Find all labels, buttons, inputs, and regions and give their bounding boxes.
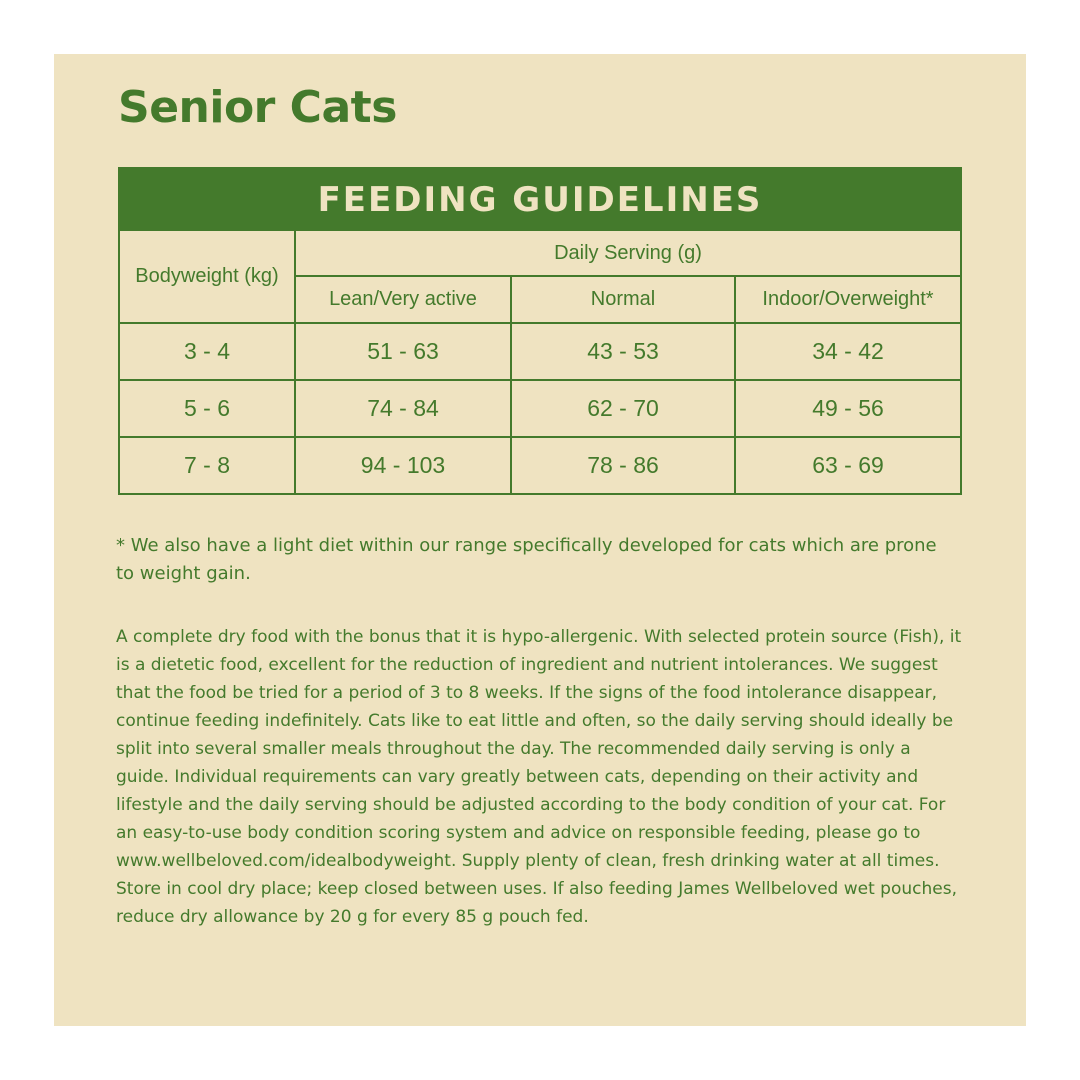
feeding-guidelines-table xyxy=(118,167,962,495)
daily-serving-header: Daily Serving (g) xyxy=(554,241,702,264)
product-description: A complete dry food with the bonus that it is hypo-allergenic. With selected protein source (Fish), it is a dietetic food, excellent for the reduction of ingredient and nutrient intolerances. We suggest that the food be tried for a period of 3 to 8 weeks. If the signs of the food intolerance disappear, continue feeding indefinitely. Cats like to eat little and often, so the daily serving should ideally be split into several smaller meals throughout the day. The recommended daily serving is only a guide. Individual requirements can vary greatly between cats, depending on their activity and lifestyle and the daily serving should be adjusted according to the body condition of your cat. For an easy-to-use body condition scoring system and advice on responsible feeding, please go to www.wellbeloved.com/idealbodyweight. Supply plenty of clean, fresh drinking water at all times. Store in cool dry place; keep closed between uses. If also feeding James Wellbeloved wet pouches, reduce dry allowance by 20 g for every 85 g pouch fed. xyxy=(116,627,962,927)
page-title: Senior Cats xyxy=(118,82,397,133)
serving-cell: 34 - 42 xyxy=(812,338,884,364)
bodyweight-cell: 5 - 6 xyxy=(183,395,231,421)
column-header-indoor: Indoor/Overweight* xyxy=(762,288,934,310)
serving-cell: 62 - 70 xyxy=(587,395,659,421)
bodyweight-header: Bodyweight (kg) xyxy=(135,265,279,287)
column-header-lean: Lean/Very active xyxy=(329,288,477,310)
serving-cell: 94 - 103 xyxy=(360,452,446,478)
serving-cell: 43 - 53 xyxy=(587,338,659,364)
bodyweight-cell: 3 - 4 xyxy=(183,338,231,364)
serving-cell: 49 - 56 xyxy=(812,395,884,421)
column-header-normal: Normal xyxy=(590,288,656,310)
bodyweight-cell: 7 - 8 xyxy=(183,452,231,478)
content-panel xyxy=(54,54,1026,1026)
serving-cell: 51 - 63 xyxy=(367,338,439,364)
serving-cell: 78 - 86 xyxy=(587,452,659,478)
footnote: * We also have a light diet within our range specifically developed for cats which are prone to weight gain. xyxy=(116,535,937,584)
table-header: FEEDING GUIDELINES xyxy=(120,169,960,231)
serving-cell: 74 - 84 xyxy=(367,395,439,421)
serving-cell: 63 - 69 xyxy=(812,452,884,478)
